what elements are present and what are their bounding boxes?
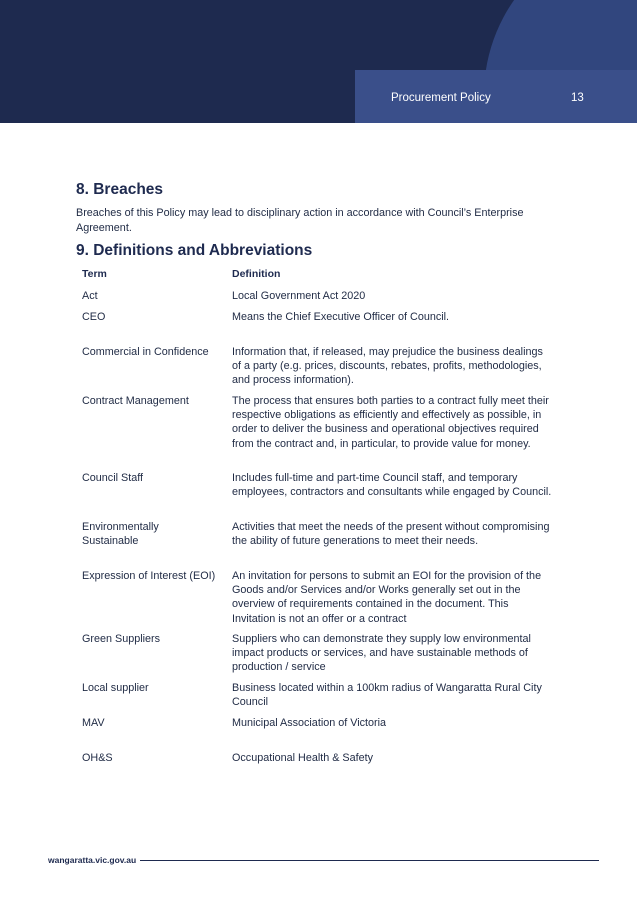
- definition-cell: Occupational Health & Safety: [232, 752, 374, 764]
- definition-cell: The process that ensures both parties to a contract fully meet their respective obligations as efficiently and effectively as possible, in order to deliver the business and operational objectives required from the contract and, in particular, to provide value for money.: [232, 395, 549, 450]
- term-cell: Local supplier: [82, 682, 149, 694]
- definition-cell: Local Government Act 2020: [232, 290, 366, 302]
- section-heading-breaches: 8. Breaches: [76, 181, 164, 198]
- definition-cell: Includes full-time and part-time Council staff, and temporary employees, contractors and consultants while engaged by Council.: [232, 472, 552, 499]
- definition-cell: Business located within a 100km radius of Wangaratta Rural City Council: [232, 682, 542, 709]
- page-number: 13: [571, 92, 584, 104]
- term-cell: Expression of Interest (EOI): [82, 570, 216, 582]
- section-heading-definitions: 9. Definitions and Abbreviations: [76, 242, 313, 259]
- column-header-definition: Definition: [232, 268, 281, 280]
- term-cell: CEO: [82, 311, 106, 323]
- term-cell: Council Staff: [82, 472, 144, 484]
- term-cell: MAV: [82, 717, 105, 729]
- term-cell: Environmentally Sustainable: [82, 521, 159, 548]
- term-cell: Contract Management: [82, 395, 189, 407]
- definition-cell: An invitation for persons to submit an EOI for the provision of the Goods and/or Services and/or Works generally set out in the overview of requirements contained in the document. This Invitation is not an offer or a contract: [232, 570, 542, 625]
- definition-cell: Municipal Association of Victoria: [232, 717, 387, 729]
- term-cell: Green Suppliers: [82, 633, 161, 645]
- definition-cell: Information that, if released, may prejudice the business dealings of a party (e.g. prices, discounts, rebates, profits, methodologies, and process information).: [232, 346, 543, 387]
- footer-website-link[interactable]: wangaratta.vic.gov.au: [48, 855, 137, 865]
- definition-cell: Means the Chief Executive Officer of Council.: [232, 311, 450, 323]
- definition-cell: Activities that meet the needs of the present without compromising the ability of future generations to meet their needs.: [232, 521, 550, 548]
- page-header: [0, 0, 637, 123]
- footer-divider: [140, 860, 599, 861]
- definition-cell: Suppliers who can demonstrate they supply low environmental impact products or services, and have sustainable methods of production / service: [232, 633, 531, 674]
- term-cell: Commercial in Confidence: [82, 346, 209, 358]
- term-cell: OH&S: [82, 752, 113, 764]
- term-cell: Act: [82, 290, 98, 302]
- column-header-term: Term: [82, 268, 107, 280]
- document-title: Procurement Policy: [391, 92, 491, 104]
- breaches-paragraph: Breaches of this Policy may lead to disciplinary action in accordance with Council’s Enterprise Agreement.: [76, 207, 524, 234]
